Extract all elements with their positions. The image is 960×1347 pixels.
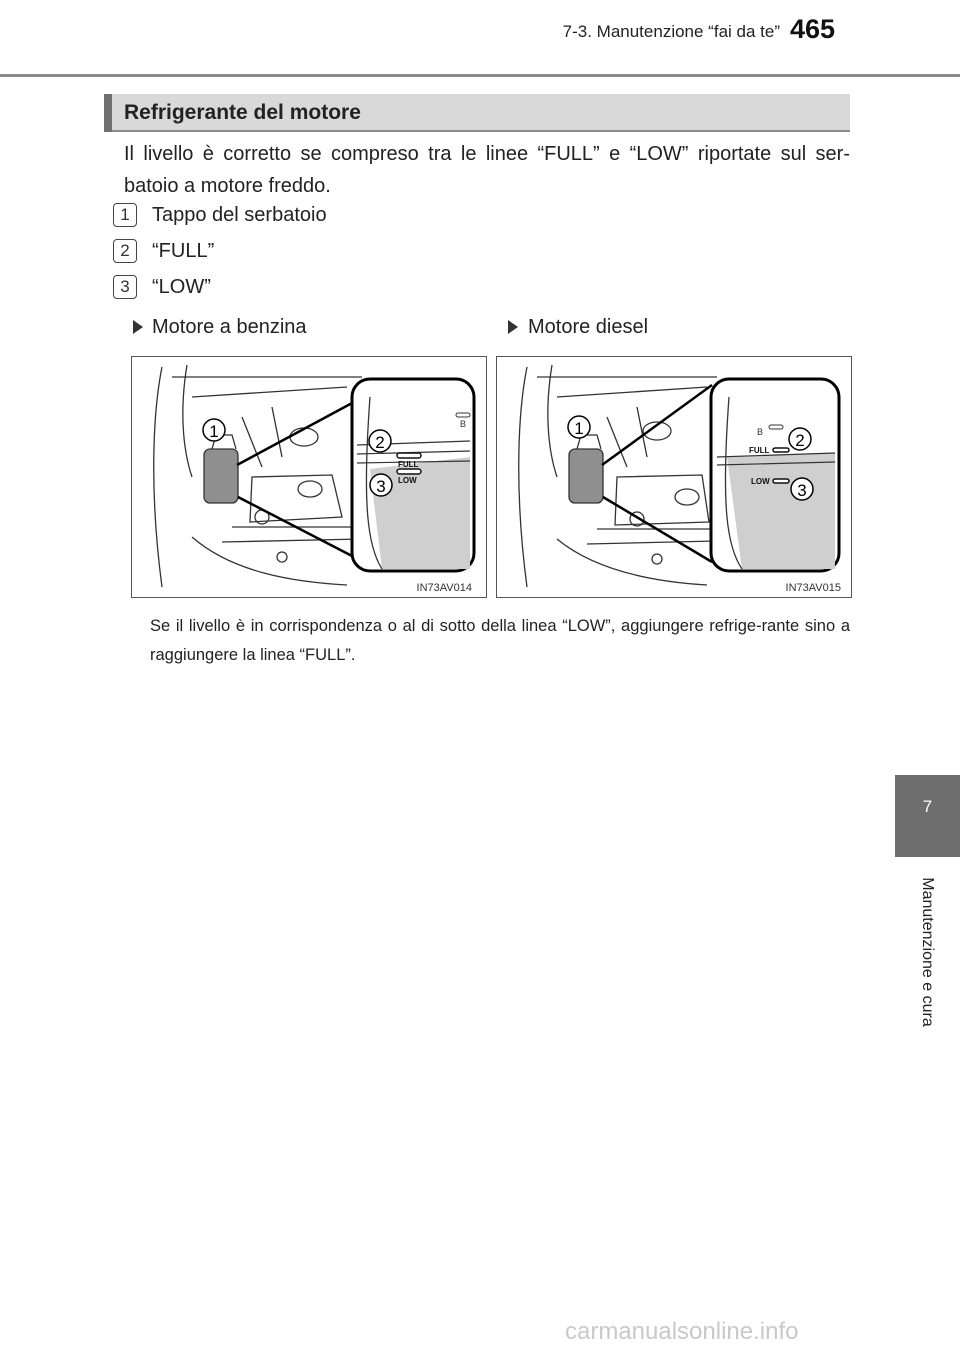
bullet-triangle-icon	[133, 320, 143, 334]
section-title: Refrigerante del motore	[124, 101, 361, 124]
note-paragraph: Se il livello è in corrispondenza o al di sotto della linea “LOW”, aggiungere refrige-rante sino a raggiungere la linea “FULL”.	[150, 617, 850, 664]
intro-paragraph: Il livello è corretto se compreso tra le linee “FULL” e “LOW” riportate sul ser-batoio a motore freddo.	[124, 143, 850, 197]
legend-text-3: “LOW”	[152, 276, 211, 298]
legend-number-2: 2	[113, 239, 137, 263]
full-line-label: FULL	[749, 446, 770, 455]
mark-b-label: B	[460, 419, 467, 429]
full-line-label: FULL	[398, 460, 419, 469]
page-number: 465	[790, 14, 836, 44]
header-rule	[0, 74, 960, 77]
figure-code-diesel: IN73AV015	[785, 582, 841, 594]
callout-3: 3	[376, 477, 386, 496]
chapter-label: Manutenzione e cura	[919, 877, 936, 1027]
callout-3: 3	[797, 481, 807, 500]
legend-text-1: Tappo del serbatoio	[152, 204, 327, 226]
low-line-label: LOW	[751, 477, 770, 486]
callout-2: 2	[375, 433, 385, 452]
figure-diesel	[496, 356, 852, 598]
bullet-triangle-icon	[508, 320, 518, 334]
legend-text-2: “FULL”	[152, 240, 215, 262]
figure-petrol	[131, 356, 487, 598]
figure-code-petrol: IN73AV014	[416, 582, 472, 594]
legend-number-3: 3	[113, 275, 137, 299]
callout-1: 1	[209, 422, 219, 441]
section-heading-accent	[104, 94, 112, 132]
low-line-label: LOW	[398, 476, 417, 485]
callout-1: 1	[574, 419, 584, 438]
figure-title-diesel: Motore diesel	[528, 316, 649, 338]
chapter-number: 7	[922, 797, 933, 816]
legend-number-1: 1	[113, 203, 137, 227]
running-header-section: 7-3. Manutenzione “fai da te”	[562, 22, 780, 41]
engine-illustration-diesel	[497, 357, 851, 597]
watermark: carmanualsonline.info	[565, 1318, 799, 1345]
callout-2: 2	[795, 431, 805, 450]
mark-b-label: B	[757, 427, 764, 437]
engine-illustration-petrol	[132, 357, 486, 597]
figure-title-petrol: Motore a benzina	[152, 316, 307, 338]
